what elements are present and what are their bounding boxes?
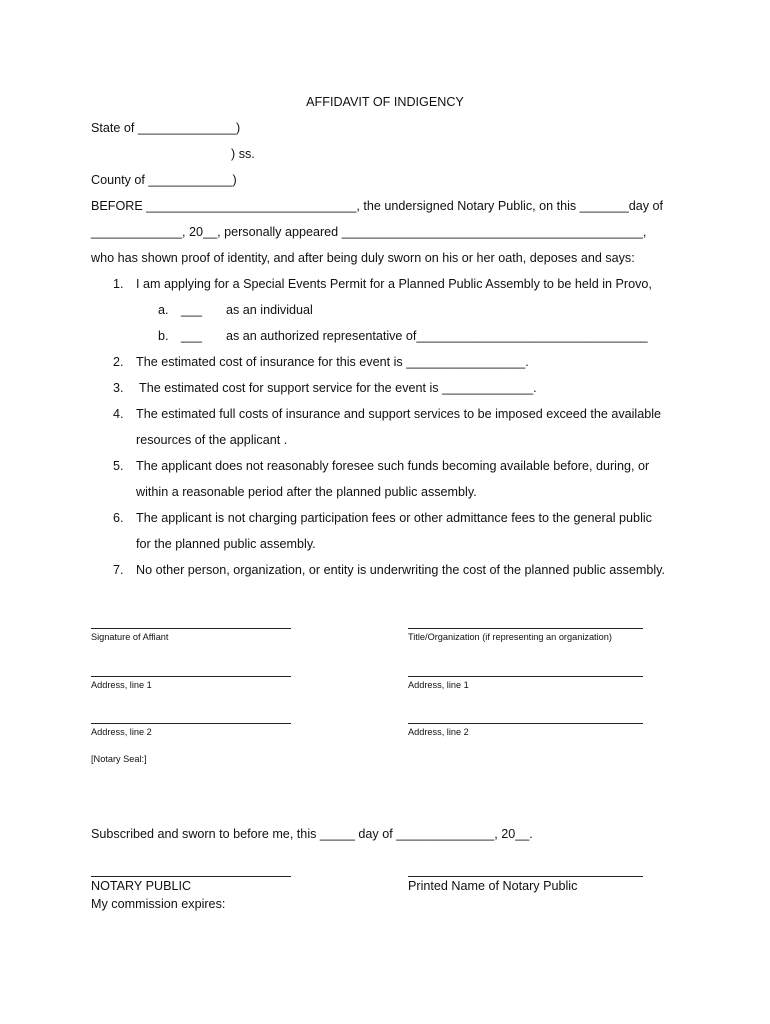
- item-number: 2.: [113, 355, 124, 369]
- subitem-letter: a.: [158, 303, 169, 317]
- notary-seal-label: [Notary Seal:]: [91, 754, 147, 764]
- address1-right-rule: [408, 676, 643, 677]
- item-number: 6.: [113, 511, 124, 525]
- item-number: 3.: [113, 381, 124, 395]
- printed-name-label: Printed Name of Notary Public: [408, 879, 578, 893]
- address2-right-rule: [408, 723, 643, 724]
- subscribed-sworn-line: Subscribed and sworn to before me, this _____ day of ______________, 20__.: [91, 827, 533, 841]
- sworn-statement: who has shown proof of identity, and after being duly sworn on his or her oath, deposes and says:: [91, 251, 635, 265]
- item-number: 5.: [113, 459, 124, 473]
- item-number: 7.: [113, 563, 124, 577]
- before-line: BEFORE ______________________________, the undersigned Notary Public, on this _______day of: [91, 199, 664, 213]
- notary-printed-name-rule: [408, 876, 643, 877]
- item-number: 4.: [113, 407, 124, 421]
- address2-left-rule: [91, 723, 291, 724]
- address1-left-label: Address, line 1: [91, 680, 152, 690]
- item-1-text: I am applying for a Special Events Permit for a Planned Public Assembly to be held in Provo,: [136, 277, 652, 291]
- item-5-text-cont: within a reasonable period after the planned public assembly.: [136, 485, 477, 499]
- affiant-signature-label: Signature of Affiant: [91, 632, 169, 642]
- address1-left-rule: [91, 676, 291, 677]
- item-6-text-cont: for the planned public assembly.: [136, 537, 316, 551]
- affiant-signature-rule: [91, 628, 291, 629]
- item-4-text-cont: resources of the applicant .: [136, 433, 288, 447]
- item-5-text: The applicant does not reasonably foresee such funds becoming available before, during, or: [136, 459, 650, 473]
- subitem-letter: b.: [158, 329, 169, 343]
- notary-signature-rule: [91, 876, 291, 877]
- title-org-label: Title/Organization (if representing an organization): [408, 632, 612, 642]
- commission-expires-label: My commission expires:: [91, 897, 226, 911]
- state-line: State of ______________): [91, 121, 241, 135]
- ss-line: ) ss.: [231, 147, 255, 161]
- item-7-text: No other person, organization, or entity is underwriting the cost of the planned public assembly.: [136, 563, 665, 577]
- county-line: County of ____________): [91, 173, 237, 187]
- date-appeared-line: _____________, 20__, personally appeared ___________________________________________,: [91, 225, 647, 239]
- item-2-text: The estimated cost of insurance for this event is _________________.: [136, 355, 529, 369]
- title-org-rule: [408, 628, 643, 629]
- address2-left-label: Address, line 2: [91, 727, 152, 737]
- item-3-text: The estimated cost for support service for the event is _____________.: [139, 381, 537, 395]
- item-6-text: The applicant is not charging participation fees or other admittance fees to the general public: [136, 511, 652, 525]
- notary-public-label: NOTARY PUBLIC: [91, 879, 192, 893]
- item-number: 1.: [113, 277, 124, 291]
- address2-right-label: Address, line 2: [408, 727, 469, 737]
- subitem-b-blank: ___: [181, 329, 203, 343]
- subitem-a-text: as an individual: [226, 303, 313, 317]
- item-4-text: The estimated full costs of insurance and support services to be imposed exceed the available: [136, 407, 662, 421]
- subitem-b-text: as an authorized representative of_________________________________: [226, 329, 648, 343]
- subitem-a-blank: ___: [181, 303, 203, 317]
- document-title: AFFIDAVIT OF INDIGENCY: [306, 95, 464, 109]
- address1-right-label: Address, line 1: [408, 680, 469, 690]
